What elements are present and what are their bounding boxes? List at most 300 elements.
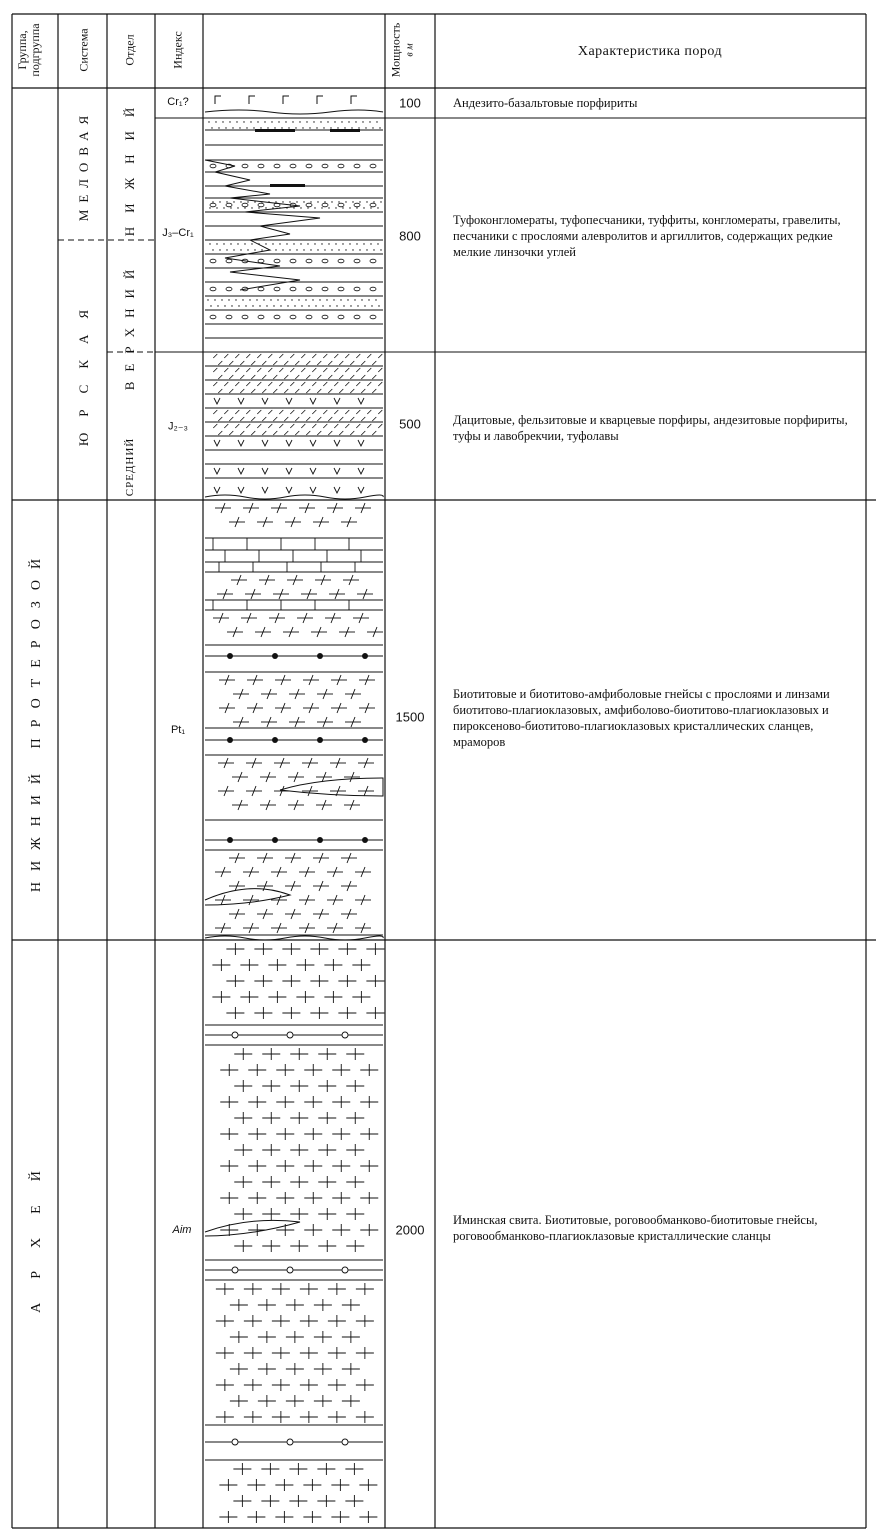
tuff-tick <box>290 368 294 372</box>
tuff-tick <box>361 431 365 435</box>
sand-dots <box>363 207 364 208</box>
tuff-tick <box>257 424 261 428</box>
tuff-tick <box>306 389 310 393</box>
tuff-tick <box>317 389 321 393</box>
sand-dots <box>225 127 226 128</box>
sand-dots <box>251 243 252 244</box>
sand-dots <box>328 207 329 208</box>
gravel-clast <box>370 287 376 291</box>
schist-band <box>317 837 323 843</box>
description-aim: Иминская свита. Биотитовые, роговообманково-биотитовые гнейсы, роговообманково-плагиоклазовые кристаллические сланцы <box>453 1213 818 1243</box>
tuff-tick <box>328 389 332 393</box>
volcanic-v <box>334 440 340 446</box>
sand-dots <box>247 249 248 250</box>
sand-dots <box>237 243 238 244</box>
tuff-tick <box>367 354 371 358</box>
tuff-tick <box>273 417 277 421</box>
description-j23: Дацитовые, фельзитовые и кварцевые порфиры, андезитовые порфириты, туфы и лавобрекчии, туфолавы <box>453 413 848 443</box>
tuff-tick <box>240 431 244 435</box>
tuff-tick <box>350 431 354 435</box>
sand-dots <box>336 305 337 306</box>
sand-dots <box>247 201 248 202</box>
sand-dots <box>240 249 241 250</box>
tuff-tick <box>290 424 294 428</box>
schist-band <box>232 1267 238 1273</box>
sand-dots <box>331 249 332 250</box>
tuff-tick <box>213 354 217 358</box>
volcanic-v <box>214 440 220 446</box>
gravel-clast <box>290 315 296 319</box>
schist-band <box>362 737 368 743</box>
series-lower: НИЖНИЙ <box>122 93 137 237</box>
sand-dots <box>372 127 373 128</box>
tuff-tick <box>235 382 239 386</box>
tuff-tick <box>224 424 228 428</box>
tuff-tick <box>345 424 349 428</box>
gravel-clast <box>354 203 360 207</box>
sand-dots <box>379 127 380 128</box>
volcanic-v <box>214 468 220 474</box>
tuff-tick <box>306 361 310 365</box>
sand-dots <box>326 299 327 300</box>
sand-dots <box>340 299 341 300</box>
sand-dots <box>289 249 290 250</box>
sand-dots <box>271 121 272 122</box>
tuff-tick <box>328 375 332 379</box>
gravel-clast <box>226 203 232 207</box>
sand-dots <box>315 305 316 306</box>
sand-dots <box>219 249 220 250</box>
sand-dots <box>366 201 367 202</box>
volcanic-v <box>286 398 292 404</box>
tuff-tick <box>224 410 228 414</box>
gravel-clast <box>210 259 216 263</box>
tuff-tick <box>312 424 316 428</box>
volcanic-v <box>262 487 268 493</box>
tuff-tick <box>334 354 338 358</box>
sand-dots <box>226 249 227 250</box>
sand-dots <box>240 201 241 202</box>
tuff-tick <box>257 410 261 414</box>
volcanic-v <box>238 487 244 493</box>
sand-dots <box>261 249 262 250</box>
sand-dots <box>224 305 225 306</box>
tuff-tick <box>301 424 305 428</box>
tuff-tick <box>339 431 343 435</box>
gravel-clast <box>338 259 344 263</box>
sand-dots <box>330 127 331 128</box>
group-lower-proterozoic: НИЖНИЙ ПРОТЕРОЗОЙ <box>29 547 44 893</box>
tuff-tick <box>246 354 250 358</box>
sand-dots <box>267 127 268 128</box>
tuff-tick <box>218 417 222 421</box>
sand-dots <box>257 121 258 122</box>
tuff-tick <box>367 424 371 428</box>
tuff-tick <box>240 417 244 421</box>
sand-dots <box>288 127 289 128</box>
tuff-tick <box>213 410 217 414</box>
sand-dots <box>286 243 287 244</box>
gravel-clast <box>226 287 232 291</box>
tuff-tick <box>361 361 365 365</box>
gravel-clast <box>354 164 360 168</box>
tuff-tick <box>235 354 239 358</box>
sand-dots <box>377 243 378 244</box>
tuff-tick <box>262 361 266 365</box>
volcanic-v <box>334 487 340 493</box>
tuff-tick <box>224 382 228 386</box>
tuff-tick <box>301 382 305 386</box>
sand-dots <box>314 243 315 244</box>
volcanic-v <box>214 487 220 493</box>
tuff-tick <box>246 382 250 386</box>
tuff-tick <box>290 354 294 358</box>
schist-band <box>232 1439 238 1445</box>
tuff-tick <box>317 417 321 421</box>
sand-dots <box>373 201 374 202</box>
tuff-tick <box>284 417 288 421</box>
gravel-clast <box>210 315 216 319</box>
sand-dots <box>254 201 255 202</box>
tuff-tick <box>361 375 365 379</box>
sand-dots <box>244 243 245 244</box>
sand-dots <box>355 121 356 122</box>
gravel-clast <box>258 203 264 207</box>
tuff-tick <box>312 354 316 358</box>
tuff-tick <box>350 361 354 365</box>
tuff-tick <box>301 410 305 414</box>
sand-dots <box>244 207 245 208</box>
gravel-clast <box>274 287 280 291</box>
tuff-tick <box>328 361 332 365</box>
tuff-tick <box>323 410 327 414</box>
sand-dots <box>275 201 276 202</box>
sand-dots <box>293 207 294 208</box>
gravel-clast <box>242 164 248 168</box>
sand-dots <box>284 299 285 300</box>
tuff-tick <box>251 431 255 435</box>
sand-dots <box>296 201 297 202</box>
tuff-tick <box>284 389 288 393</box>
sand-dots <box>229 121 230 122</box>
sand-dots <box>362 121 363 122</box>
sand-dots <box>335 207 336 208</box>
tuff-tick <box>262 389 266 393</box>
sand-dots <box>356 243 357 244</box>
tuff-tick <box>323 424 327 428</box>
series-upper: ВЕРХНИЙ <box>122 259 137 391</box>
volcanic-v <box>310 487 316 493</box>
sand-dots <box>291 299 292 300</box>
volcanic-v <box>262 440 268 446</box>
sand-dots <box>216 207 217 208</box>
sand-dots <box>301 305 302 306</box>
sand-dots <box>365 127 366 128</box>
sand-dots <box>264 121 265 122</box>
sand-dots <box>278 121 279 122</box>
gravel-clast <box>322 287 328 291</box>
volcanic-sign <box>351 96 357 104</box>
tuff-tick <box>268 354 272 358</box>
sand-dots <box>212 201 213 202</box>
description-pt1: Биотитовые и биотитово-амфиболовые гнейсы с прослоями и линзами биотитово-плагиоклазовых, амфиболово-биотитово-плагиоклазовых и пироксеново-биотитово-плагиоклазовых кристаллических сланцев, мраморов <box>453 687 830 749</box>
gravel-clast <box>354 315 360 319</box>
sand-dots <box>223 243 224 244</box>
sand-dots <box>231 305 232 306</box>
volcanic-v <box>358 468 364 474</box>
tuff-tick <box>378 424 382 428</box>
sand-dots <box>313 121 314 122</box>
gravel-clast <box>258 287 264 291</box>
sand-dots <box>366 249 367 250</box>
coal-lens <box>255 129 295 132</box>
tuff-tick <box>350 389 354 393</box>
tuff-tick <box>306 417 310 421</box>
sand-dots <box>378 305 379 306</box>
sand-dots <box>252 305 253 306</box>
volcanic-v <box>238 468 244 474</box>
gravel-clast <box>226 315 232 319</box>
volcanic-sign <box>249 96 255 104</box>
tuff-tick <box>312 410 316 414</box>
sand-dots <box>216 243 217 244</box>
gravel-clast <box>210 164 216 168</box>
tuff-tick <box>295 375 299 379</box>
sand-dots <box>316 127 317 128</box>
tuff-tick <box>306 431 310 435</box>
thickness-j3cr1: 800 <box>399 228 421 244</box>
tuff-tick <box>328 431 332 435</box>
tuff-tick <box>312 382 316 386</box>
tuff-tick <box>213 382 217 386</box>
tuff-tick <box>273 361 277 365</box>
tuff-tick <box>372 417 376 421</box>
volcanic-v <box>262 398 268 404</box>
sand-dots <box>347 299 348 300</box>
gravel-clast <box>322 259 328 263</box>
sand-dots <box>232 127 233 128</box>
sand-dots <box>345 249 346 250</box>
tuff-tick <box>251 417 255 421</box>
sand-dots <box>363 243 364 244</box>
sand-dots <box>230 243 231 244</box>
tuff-tick <box>317 361 321 365</box>
sand-dots <box>329 305 330 306</box>
sand-dots <box>342 243 343 244</box>
gravel-clast <box>210 203 216 207</box>
tuff-tick <box>290 410 294 414</box>
gravel-clast <box>242 203 248 207</box>
tuff-tick <box>273 431 277 435</box>
sand-dots <box>298 299 299 300</box>
tuff-tick <box>334 368 338 372</box>
sand-dots <box>380 249 381 250</box>
gravel-clast <box>322 203 328 207</box>
sand-dots <box>274 127 275 128</box>
tuff-tick <box>350 375 354 379</box>
sand-dots <box>296 249 297 250</box>
tuff-tick <box>361 389 365 393</box>
volcanic-v <box>358 398 364 404</box>
tuff-tick <box>295 431 299 435</box>
sand-dots <box>215 121 216 122</box>
gravel-clast <box>306 203 312 207</box>
gravel-clast <box>226 259 232 263</box>
schist-band <box>227 653 233 659</box>
thickness-j23: 500 <box>399 416 421 432</box>
gravel-clast <box>306 164 312 168</box>
schist-band <box>287 1439 293 1445</box>
sand-dots <box>331 201 332 202</box>
tuff-tick <box>279 410 283 414</box>
volcanic-v <box>358 487 364 493</box>
tuff-tick <box>218 431 222 435</box>
tuff-tick <box>273 389 277 393</box>
gravel-clast <box>306 287 312 291</box>
sand-dots <box>354 299 355 300</box>
tuff-tick <box>361 417 365 421</box>
tuff-tick <box>246 410 250 414</box>
volcanic-v <box>286 440 292 446</box>
sand-dots <box>281 127 282 128</box>
tuff-tick <box>235 424 239 428</box>
tuff-tick <box>268 424 272 428</box>
gravel-clast <box>370 315 376 319</box>
gravel-clast <box>274 164 280 168</box>
tuff-tick <box>334 424 338 428</box>
tuff-tick <box>345 354 349 358</box>
tuff-tick <box>345 410 349 414</box>
sand-dots <box>380 201 381 202</box>
sand-dots <box>359 201 360 202</box>
tuff-tick <box>339 417 343 421</box>
sand-dots <box>256 299 257 300</box>
sand-dots <box>317 201 318 202</box>
wavy-contact <box>205 110 383 114</box>
tuff-tick <box>257 354 261 358</box>
sand-dots <box>323 127 324 128</box>
sand-dots <box>254 249 255 250</box>
sand-dots <box>238 305 239 306</box>
gravel-clast <box>338 164 344 168</box>
sand-dots <box>370 243 371 244</box>
sand-dots <box>211 127 212 128</box>
tuff-tick <box>317 375 321 379</box>
tuff-tick <box>356 382 360 386</box>
sand-dots <box>265 243 266 244</box>
sand-dots <box>226 201 227 202</box>
thickness-aim: 2000 <box>395 1222 425 1238</box>
sand-dots <box>341 121 342 122</box>
tuff-tick <box>257 382 261 386</box>
sand-dots <box>242 299 243 300</box>
sand-dots <box>317 249 318 250</box>
sand-dots <box>207 299 208 300</box>
tuff-tick <box>372 389 376 393</box>
sand-dots <box>334 121 335 122</box>
tuff-tick <box>246 424 250 428</box>
tuff-tick <box>284 361 288 365</box>
sand-dots <box>338 249 339 250</box>
coal-lens <box>270 184 305 187</box>
volcanic-v <box>310 468 316 474</box>
gravel-clast <box>370 259 376 263</box>
sand-dots <box>375 299 376 300</box>
tuff-tick <box>350 417 354 421</box>
tuff-tick <box>213 368 217 372</box>
tuff-tick <box>224 368 228 372</box>
volcanic-v <box>214 398 220 404</box>
gravel-clast <box>274 259 280 263</box>
tuff-tick <box>279 368 283 372</box>
sand-dots <box>273 305 274 306</box>
gravel-clast <box>322 315 328 319</box>
group-archean: АРХЕЙ <box>29 1147 44 1313</box>
sand-dots <box>305 299 306 300</box>
gravel-clast <box>290 164 296 168</box>
sand-dots <box>324 201 325 202</box>
gravel-clast <box>370 203 376 207</box>
sand-dots <box>302 127 303 128</box>
sand-dots <box>263 299 264 300</box>
index-aim: Aim <box>172 1224 192 1236</box>
sand-dots <box>349 243 350 244</box>
sand-dots <box>250 121 251 122</box>
sand-dots <box>300 207 301 208</box>
sand-dots <box>233 201 234 202</box>
sand-dots <box>245 305 246 306</box>
tuff-tick <box>279 424 283 428</box>
tuff-tick <box>312 368 316 372</box>
tuff-tick <box>273 375 277 379</box>
gravel-clast <box>258 164 264 168</box>
tuff-tick <box>372 361 376 365</box>
series-middle: СРЕДНИЙ <box>124 437 136 497</box>
tuff-tick <box>268 382 272 386</box>
gravel-clast <box>258 259 264 263</box>
schist-band <box>342 1267 348 1273</box>
index-j23: J₂₋₃ <box>167 420 189 433</box>
tuff-tick <box>356 354 360 358</box>
sand-dots <box>310 201 311 202</box>
tuff-tick <box>301 354 305 358</box>
description-cr: Андезито-базальтовые порфириты <box>453 96 638 110</box>
tuff-tick <box>279 354 283 358</box>
tuff-tick <box>235 368 239 372</box>
volcanic-v <box>358 440 364 446</box>
sand-dots <box>350 305 351 306</box>
sand-dots <box>328 243 329 244</box>
sand-dots <box>285 121 286 122</box>
schist-band <box>287 1032 293 1038</box>
tuff-tick <box>262 375 266 379</box>
tuff-tick <box>251 361 255 365</box>
sand-dots <box>210 305 211 306</box>
tuff-tick <box>334 410 338 414</box>
volcanic-sign <box>317 96 323 104</box>
sand-dots <box>359 249 360 250</box>
sand-dots <box>371 305 372 306</box>
tuff-tick <box>295 389 299 393</box>
schist-band <box>272 653 278 659</box>
sand-dots <box>219 201 220 202</box>
gravel-clast <box>338 287 344 291</box>
tuff-tick <box>229 389 233 393</box>
tuff-tick <box>251 389 255 393</box>
sand-dots <box>344 127 345 128</box>
header-series: Отдел <box>122 34 137 66</box>
interfingering-contact <box>205 160 320 290</box>
